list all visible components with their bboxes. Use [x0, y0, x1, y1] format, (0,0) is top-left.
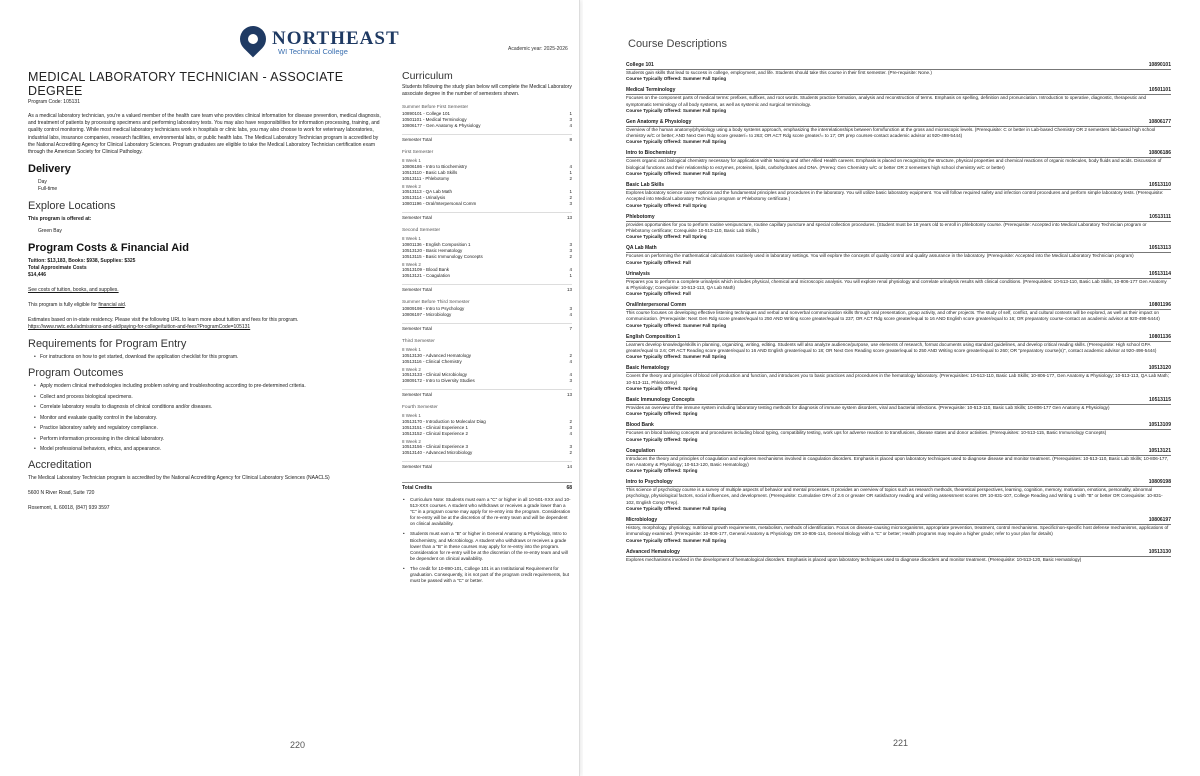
course-title: 10513156 - Clinical Experience 3 — [402, 444, 469, 449]
course-title: 10513109 - Blood Bank — [402, 267, 450, 272]
course-credits: 4 — [569, 163, 572, 169]
address-line-2: Rosemont, IL 60018, (847) 939 3597 — [28, 505, 110, 512]
course-name: Coagulation — [626, 447, 655, 454]
course-name: English Composition 1 — [626, 333, 681, 340]
semester-total-label: Semester Total — [402, 326, 432, 331]
course-entry — [626, 119, 1171, 146]
semester-total-label: Semester Total — [402, 287, 432, 292]
course-entry — [626, 245, 1171, 265]
curriculum-notes — [402, 497, 572, 584]
total-cost-value: $14,446 — [28, 272, 47, 279]
course-credits: 4 — [569, 358, 572, 364]
course-code: 10513111 — [1149, 213, 1171, 220]
right-page — [583, 0, 1200, 776]
requirements-heading: Requirements for Program Entry — [28, 338, 187, 351]
outcome-item: • Practice laboratory safety and regulatory compliance. — [34, 425, 388, 431]
course-name: Basic Lab Skills — [626, 182, 665, 189]
course-credits: 2 — [569, 175, 572, 181]
curriculum-note: • Curriculum Note: Students must earn a "C" or higher in all 10-501-XXX and 10-513-XXX courses. A student who withdraws or receives a grade lower than a "C" in a program course may apply for re-entry into the program. Consideration for re-entry will be at the discretion of the re-entry team and will be dependent on clinical availability. — [402, 497, 572, 527]
aid-text: This program is fully eligible for — [28, 302, 97, 309]
total-credits-value: 68 — [566, 485, 572, 491]
course-code: 10809198 — [1148, 479, 1171, 486]
curriculum-course-row — [402, 378, 572, 384]
course-list — [626, 62, 1171, 568]
course-credits: 3 — [569, 306, 572, 311]
semester-total-row — [402, 134, 572, 143]
course-header — [626, 422, 1171, 430]
course-entry — [626, 448, 1171, 475]
tuition-url-link[interactable]: https://www.nwtc.edu/admissions-and-aid/paying-for-college/tuition-and-fees?ProgramCode=105131 — [28, 324, 251, 331]
curriculum-note: • The credit for 10-890-101, College 101 is an Institutional Requirement for graduation. Consequently, it is not part of the program credit requirements, but must be passed with a "C" or better. — [402, 566, 572, 584]
address-line-1: 5600 N River Road, Suite 720 — [28, 490, 95, 497]
course-offered: Course Typically Offered: Spring — [626, 436, 698, 442]
course-header — [626, 549, 1171, 557]
course-header — [626, 397, 1171, 405]
program-overview — [28, 70, 388, 512]
course-title: 10513111 - Phlebotomy — [402, 175, 450, 181]
program-code: Program Code: 105131 — [28, 99, 80, 105]
course-code: 10806186 — [1148, 150, 1171, 157]
curriculum-course-row — [402, 273, 572, 279]
term-heading: Summer Before Third Semester — [402, 300, 470, 305]
estimates-text: Estimates based on in-state residency. Please visit the following URL to learn more about tuition and fees for this program. — [28, 317, 299, 324]
course-description: Focuses on the component parts of medical terms: prefixes, suffixes, and root words. Students practice formation, analysis and reconstruction of terms. Emphasis on spelling, definition and pronunciation. Introduction to operative, diagnostic, therapeutic and symptomatic terminology of all body systems, as well as systemic and surgical terminology. — [626, 95, 1147, 107]
semester-total-row — [402, 323, 572, 332]
tuition-line: Tuition: $13,183, Books: $938, Supplies: $325 — [28, 258, 136, 265]
course-title: 10809172 - Intro to Diversity Studies — [402, 378, 475, 383]
course-title: 10806197 - Microbiology — [402, 312, 452, 317]
course-credits: 2 — [569, 352, 572, 358]
course-credits: 3 — [569, 201, 572, 206]
financial-aid-link[interactable]: financial aid — [98, 302, 125, 309]
course-offered: Course Typically Offered: Summer Fall Spring — [626, 171, 727, 177]
delivery-fulltime: Full-time — [38, 186, 58, 193]
course-header — [626, 517, 1171, 525]
course-credits: 3 — [569, 117, 572, 122]
course-credits: 3 — [569, 241, 572, 247]
course-entry — [626, 334, 1171, 361]
term-heading: Summer Before First Semester — [402, 105, 469, 110]
course-description: Explores laboratory science career options and the fundamental principles and procedures in the laboratory. You will utilize basic laboratory equipment. You will follow required safety and infection control procedures and perform simple laboratory tests. (Prerequisite: Accepted into Medical Laboratory Technician program or Phlebotomy certificate.) — [626, 190, 1164, 202]
course-description: Covers organic and biological chemistry necessary for application within Nursing and other Allied Health careers. Emphasis is placed on recognizing the structure, physical properties and chemical reactions of organic molecules, body fluids and acids. Discussion of biological functions and their relationship to enzymes, proteins, lipids, carbohydrates and DNA. (Prereq: Gen Chemistry w/C or better OR 2 semesters high school chemistry w/C or better) — [626, 158, 1162, 170]
accreditation-heading: Accreditation — [28, 459, 92, 472]
course-header — [626, 182, 1171, 190]
course-description: Introduces the theory and principles of coagulation and explores mechanisms involved in coagulation disorders. Emphasis is placed upon laboratory techniques used to diagnose disease and monitor treatment. (Prerequisites: 10-513-110, Basic Lab Skills; 10-806-177, Gen Anatomy & Physiology; 10-513-120, Basic Hematology) — [626, 455, 1169, 467]
course-entry — [626, 271, 1171, 298]
logo-mark-icon — [235, 21, 272, 58]
course-description: Explores mechanisms involved in the development of hematological disorders. Emphasis is placed upon laboratory techniques used to diagnose disorders and monitor treatment. (Prerequisite: 10-513-120, Basic Hematology) — [626, 556, 1082, 562]
course-name: Gen Anatomy & Physiology — [626, 118, 692, 125]
term-group-label: 8 Week 1 — [402, 347, 421, 352]
course-code: 10513114 — [1149, 270, 1171, 277]
course-header — [626, 119, 1171, 127]
course-description: Overview of the human anatomy/physiology using a body systems approach, emphasizing the interrelationships between form/function at the gross and microscopic levels. (Prerequisite: C or better in Lab-based Chemistry OR 2 semesters lab-based high school chemistry w/C or better; AND Next Gen Rdg score greater/= to 263; OR ACT Rdg score greater/= to 17; OR prep courses-contact academic advisor at 920-498-5444) — [626, 126, 1156, 139]
course-entry — [626, 150, 1171, 177]
page-number-right: 221 — [893, 738, 909, 748]
semester-total-row — [402, 461, 572, 470]
course-title: 10513116 - Clinical Chemistry — [402, 358, 462, 364]
left-page — [0, 0, 580, 776]
course-code: 10890101 — [1148, 62, 1171, 68]
course-code: 10513121 — [1148, 447, 1171, 454]
delivery-day: Day — [38, 179, 47, 186]
course-description: Covers the theory and principles of blood cell production and function, and introduces you to basic practices and procedures in the hematology laboratory. (Prerequisites: 10-513-110, Basic Lab Skills; 10-806-177, Gen Anatomy & Physiology; 10-513-113, QA Lab Math; 10-513-111, Phlebotomy) — [626, 373, 1169, 385]
course-name: Advanced Hematology — [626, 548, 680, 555]
course-title: 10809198 - Intro to Psychology — [402, 306, 465, 311]
course-header — [626, 62, 1171, 70]
course-header — [626, 150, 1171, 158]
curriculum-terms — [402, 105, 572, 470]
course-title: 10513170 - Introduction to Molecular Diag — [402, 418, 486, 424]
course-code: 10513113 — [1149, 245, 1171, 252]
term-heading: Third Semester — [402, 339, 435, 344]
course-title: 10513115 - Basic Immunology Concepts — [402, 253, 483, 259]
term-group-label: 8 Week 1 — [402, 413, 421, 418]
course-name: Blood Bank — [626, 422, 654, 429]
course-code: 10513120 — [1148, 365, 1171, 372]
course-credits: 4 — [569, 312, 572, 317]
term-heading: Second Semester — [402, 228, 441, 233]
course-credits: 1 — [569, 169, 572, 175]
term-group-label: 8 Week 1 — [402, 236, 421, 241]
total-credits-label: Total Credits — [402, 485, 433, 491]
curriculum-note: • Students must earn a "B" or higher in General Anatomy & Physiology, Intro to Biochemistry, and Microbiology. A student who withdraws or receives a grade lower than a "B" in these courses may apply for re-entry into the program. Consideration for re-entry will be at the discretion of the re-entry team and will be dependent on clinical availability. — [402, 531, 572, 561]
course-credits: 4 — [569, 123, 572, 128]
course-credits: 3 — [569, 444, 572, 449]
total-credits-row — [402, 482, 572, 491]
course-header — [626, 87, 1171, 95]
outcomes-list — [34, 383, 388, 452]
course-code: 10513115 — [1149, 396, 1171, 403]
curriculum-intro: Students following the study plan below will complete the Medical Laboratory associate degree in the number of semesters shown. — [402, 84, 572, 97]
course-code: 10806197 — [1148, 517, 1171, 524]
course-description: Students gain skills that lead to success in college, employment, and life. Students should take this course in their first semester. (Pre-requisite: None.) — [626, 70, 932, 75]
requirement-item: • For instructions on how to get started, download the application checklist for this program. — [34, 354, 388, 360]
course-offered: Course Typically Offered: Summer Fall Spring — [626, 354, 727, 360]
outcome-item: • Apply modern clinical methodologies including problem solving and troubleshooting according to pre-determined criteria. — [34, 383, 388, 389]
course-name: Oral/Interpersonal Comm — [626, 302, 687, 309]
course-offered: Course Typically Offered: Summer Fall Spring — [626, 139, 727, 145]
course-header — [626, 365, 1171, 373]
curriculum-course-row — [402, 359, 572, 365]
semester-total-value: 7 — [569, 326, 572, 331]
semester-total-value: 13 — [566, 287, 572, 292]
course-description: Prepares you to perform a complete urinalysis which includes physical, chemical and microscopic analysis. You will explore renal physiology and correlate urinalysis results with clinical conditions. (Prerequisites: 10-513-110, Basic Lab Skills, 10-806-177 Gen Anatomy & Physiology; Corequisite: 10-513-113, QA Lab Math) — [626, 278, 1167, 290]
course-offered: Course Typically Offered: Fall — [626, 291, 691, 297]
course-title: 10513114 - Urinalysis — [402, 195, 446, 200]
course-title: 10513151 - Clinical Experience 1 — [402, 424, 469, 430]
curriculum-course-row — [402, 312, 572, 318]
course-title: 10513133 - Clinical Microbiology — [402, 372, 468, 377]
course-entry — [626, 214, 1171, 241]
curriculum-course-row — [402, 201, 572, 207]
course-code: 10513109 — [1148, 422, 1171, 429]
course-entry — [626, 549, 1171, 563]
semester-total-value: 13 — [566, 392, 572, 397]
logo-subtitle: WI Technical College — [278, 47, 348, 56]
course-offered: Course Typically Offered: Fall — [626, 259, 691, 265]
course-credits: 2 — [569, 195, 572, 200]
course-offered: Course Typically Offered: Fall Spring — [626, 202, 707, 208]
course-description: This science of psychology course is a survey of multiple aspects of behavior and mental processes. It provides an overview of topics such as research methods, theoretical perspectives, learning, cognition, memory, motivation, emotions, personality, abnormal psychology, physiological factors, social influences, and development. (Prerequisite: Cumulative GPA of 2.6 or greater OR satisfactory reading and writing assessment scores OR 10-831-107, College Reading and Writing 1 with "B" or better OR Corequisite: 10-831-102, English Comp Prep). — [626, 487, 1163, 505]
curriculum-course-row — [402, 254, 572, 260]
course-offered: Course Typically Offered: Summer Fall Spring — [626, 107, 727, 113]
course-offered: Course Typically Offered: Summer Fall Spring — [626, 537, 727, 543]
course-title: 10801196 - Oral/Interpersonal Comm — [402, 201, 477, 206]
course-description: Learners develop knowledge/skills in planning, organizing, writing, editing. Students will also analyze audience/purpose, use elements of research, format documents using standard guidelines, and develop critical reading skills. (Prerequisite: High school GPA greater/equal to 2.6; OR ACT Reading score greater/equal to 16 AND English greater/equal to 18; OR Next Gen Reading score greater/equal to 250 AND Writing score greater/equal to 260; OR "preparatory course(s)", contact academic advisor at 920-498-5444) — [626, 341, 1157, 354]
term-group-label: 8 Week 2 — [402, 261, 421, 267]
course-title: 10806177 - Gen Anatomy & Physiology — [402, 123, 481, 128]
course-credits: 2 — [569, 418, 572, 424]
course-name: College 101 — [626, 62, 654, 68]
semester-total-row — [402, 389, 572, 398]
course-header — [626, 479, 1171, 487]
outcome-item: • Model professional behaviors, ethics, and appearance. — [34, 446, 388, 452]
semester-total-row — [402, 284, 572, 293]
total-cost-label: Total Approximate Costs — [28, 265, 87, 272]
semester-total-label: Semester Total — [402, 215, 432, 220]
page-number-left: 220 — [290, 740, 306, 750]
outcome-item: • Monitor and evaluate quality control in the laboratory. — [34, 415, 388, 421]
course-credits: 3 — [569, 424, 572, 430]
course-descriptions-title: Course Descriptions — [628, 38, 728, 50]
course-title: 10513110 - Basic Lab Skills — [402, 169, 458, 175]
course-credits: 4 — [569, 267, 572, 272]
course-title: 10513152 - Clinical Experience 2 — [402, 430, 469, 436]
course-credits: 2 — [569, 450, 572, 455]
course-code: 10801136 — [1149, 333, 1171, 340]
course-description: This course focuses on developing effective listening techniques and verbal and nonverbal communication skills through oral presentation, group activity, and other projects. The study of self, conflict, and cultural contexts will be explored, as well as their impact on communication. (Prerequisite: Next Gen Rdg score greater/equal to 250 AND Writing score greater/equal to 237; OR ACT Rdg score greater/equal to 16 AND English score greater/equal to 16; OR preparatory course-contact an academic advisor at 920-498-5444) — [626, 310, 1160, 322]
semester-total-value: 8 — [569, 137, 572, 142]
outcomes-heading: Program Outcomes — [28, 367, 124, 380]
course-entry — [626, 479, 1171, 512]
costs-heading: Program Costs & Financial Aid — [28, 242, 189, 255]
course-title: 10513140 - Advanced Microbiology — [402, 450, 473, 455]
course-code: 10801196 — [1149, 302, 1171, 309]
course-credits: 3 — [569, 247, 572, 253]
explore-heading: Explore Locations — [28, 200, 116, 213]
logo-name: NORTHEAST — [272, 28, 400, 49]
course-title: 10501101 - Medical Terminology — [402, 117, 467, 122]
delivery-heading: Delivery — [28, 163, 71, 176]
curriculum-column — [402, 70, 572, 588]
course-entry — [626, 365, 1171, 392]
course-offered: Course Typically Offered: Spring — [626, 411, 698, 417]
course-header — [626, 214, 1171, 222]
course-title: 10801136 - English Composition 1 — [402, 241, 471, 247]
course-header — [626, 334, 1171, 342]
course-entry — [626, 422, 1171, 442]
course-name: Microbiology — [626, 517, 658, 524]
course-description: History, morphology, physiology, nutritional growth requirements, metabolism, methods of identification. Focus on disease-causing microorganisms, appropriate prevention, treatment, control mechanisms. Specific/non-specific host defense mechanisms, applications of immunology examined. (Prerequisite: 10-806-177, General Anatomy & Physiology OR 10-806-114, General Biology with a "C" or better; Health programs may require a higher grade; refer to your plan for details) — [626, 525, 1169, 537]
requirements-list — [34, 354, 388, 360]
course-code: 10513130 — [1148, 548, 1171, 555]
outcome-item: • Collect and process biological specimens. — [34, 394, 388, 400]
academic-year: Academic year: 2025-2026 — [508, 46, 568, 52]
semester-total-label: Semester Total — [402, 137, 432, 142]
curriculum-course-row — [402, 123, 572, 129]
course-offered: Course Typically Offered: Spring — [626, 468, 698, 474]
course-name: Basic Hematology — [626, 365, 670, 372]
course-description: Focuses on performing the mathematical calculations routinely used in laboratory settings. You will explore the concepts of quality control and quality assurance in the laboratory. (Prerequisite: Accepted into the Medical Laboratory Technician program) — [626, 253, 1134, 259]
term-group-label: 8 Week 2 — [402, 438, 421, 444]
semester-total-row — [402, 212, 572, 221]
course-entry — [626, 182, 1171, 209]
course-credits: 1 — [569, 111, 572, 116]
college-logo — [240, 26, 400, 56]
outcome-item: • Correlate laboratory results to diagnosis of clinical conditions and/or diseases. — [34, 404, 388, 410]
course-header — [626, 302, 1171, 310]
course-title: 10513130 - Advanced Hematology — [402, 352, 472, 358]
course-offered: Course Typically Offered: Spring — [626, 385, 698, 391]
semester-total-value: 13 — [566, 215, 572, 220]
semester-total-label: Semester Total — [402, 464, 432, 469]
location-green-bay: Green Bay — [38, 228, 62, 235]
course-credits: 1 — [569, 189, 572, 194]
curriculum-course-row — [402, 450, 572, 456]
course-credits: 4 — [569, 372, 572, 377]
course-description: Focuses on blood banking concepts and procedures including blood typing, compatibility testing, work ups for adverse reaction to transfusions, disease states and donor activities. (Prerequisites: 10-513-115, Basic Immunology Concepts) — [626, 430, 1107, 436]
outcome-item: • Perform information processing in the clinical laboratory. — [34, 436, 388, 442]
course-code: 10513110 — [1149, 182, 1171, 189]
term-heading: Fourth Semester — [402, 405, 438, 410]
course-name: Intro to Biochemistry — [626, 150, 677, 157]
curriculum-heading: Curriculum — [402, 70, 453, 82]
course-name: QA Lab Math — [626, 245, 657, 252]
course-header — [626, 271, 1171, 279]
program-intro: As a medical laboratory technician, you're a valued member of the health care team who provides clinical information for disease prevention, medical diagnosis, and treatment of patients by processing specimens and performing laboratory tests. You may also have responsibilities for information processing, training, and quality control monitoring. While most medical laboratory technicians work in hospitals or clinic labs, you may also choose to work for veterinary laboratories, industrial labs, insurance companies, research facilities, environmental labs, or public health labs. The Medical Laboratory Technician program is accredited by the National Accrediting Agency for Clinical Laboratory Sciences. Program graduates are eligible to take the Medical Laboratory Technician certification exam through the American Society for Clinical Pathology. — [28, 113, 381, 156]
term-heading: First Semester — [402, 150, 434, 155]
financial-aid-line: This program is fully eligible for financial aid. — [28, 302, 127, 309]
curriculum-course-row — [402, 176, 572, 182]
offered-at-label: This program is offered at: — [28, 216, 92, 223]
course-name: Urinalysis — [626, 270, 650, 277]
term-group-label: 8 Week 2 — [402, 366, 421, 372]
term-group-label: 8 Week 1 — [402, 158, 421, 163]
course-offered: Course Typically Offered: Fall Spring — [626, 234, 707, 240]
course-offered: Course Typically Offered: Summer Fall Spring — [626, 506, 727, 512]
term-group-label: 8 Week 2 — [402, 183, 421, 189]
curriculum-course-row — [402, 431, 572, 437]
accreditation-text: The Medical Laboratory Technician program is accredited by the National Accrediting Agency for Clinical Laboratory Sciences (NAACLS) — [28, 475, 330, 482]
course-entry — [626, 87, 1171, 114]
course-name: Phlebotomy — [626, 213, 655, 220]
course-offered: Course Typically Offered: Summer Fall Spring — [626, 322, 727, 328]
course-credits: 2 — [569, 253, 572, 259]
course-description: provides opportunities for you to perform routine venipuncture, routine capillary puncture and special collection procedures. (Student must be 18 years old to enroll in phlebotomy course. (Prerequisite: Accepted into Medical Laboratory Technician program or Phlebotomy certificate; Corequisite 10-513-110, Basic Lab Skills.) — [626, 221, 1147, 233]
semester-total-label: Semester Total — [402, 392, 432, 397]
program-title: MEDICAL LABORATORY TECHNICIAN - ASSOCIATE DEGREE — [28, 70, 344, 98]
course-entry — [626, 62, 1171, 82]
course-entry — [626, 302, 1171, 329]
course-title: 10806186 - Intro to Biochemistry — [402, 163, 468, 169]
course-name: Medical Terminology — [626, 87, 676, 94]
course-header — [626, 245, 1171, 253]
course-credits: 4 — [569, 430, 572, 436]
course-entry — [626, 397, 1171, 417]
course-code: 10806177 — [1148, 118, 1171, 125]
course-description: Provides an overview of the immune system including laboratory testing methods for diagnosis of immune system disorders, viral and bacterial infections. (Prerequisite: 10-513-110, Basic Lab Skills; 10-806-177 Gen Anatomy & Physiology) — [626, 404, 1110, 410]
course-title: 10513120 - Basic Hematology — [402, 247, 463, 253]
course-header — [626, 448, 1171, 456]
course-offered: Course Typically Offered: Summer Fall Spring — [626, 76, 727, 82]
course-credits: 3 — [569, 378, 572, 383]
course-name: Intro to Psychology — [626, 479, 673, 486]
course-title: 10513113 - QA Lab Math — [402, 189, 452, 194]
course-title: 10890101 - College 101 — [402, 111, 451, 116]
course-title: 10513121 - Coagulation — [402, 273, 451, 278]
see-costs-link[interactable]: See costs of tuition, books, and supplies. — [28, 287, 119, 294]
course-code: 10501101 — [1149, 87, 1171, 94]
semester-total-value: 14 — [566, 464, 572, 469]
course-entry — [626, 517, 1171, 544]
course-credits: 1 — [569, 273, 572, 278]
course-name: Basic Immunology Concepts — [626, 396, 695, 403]
